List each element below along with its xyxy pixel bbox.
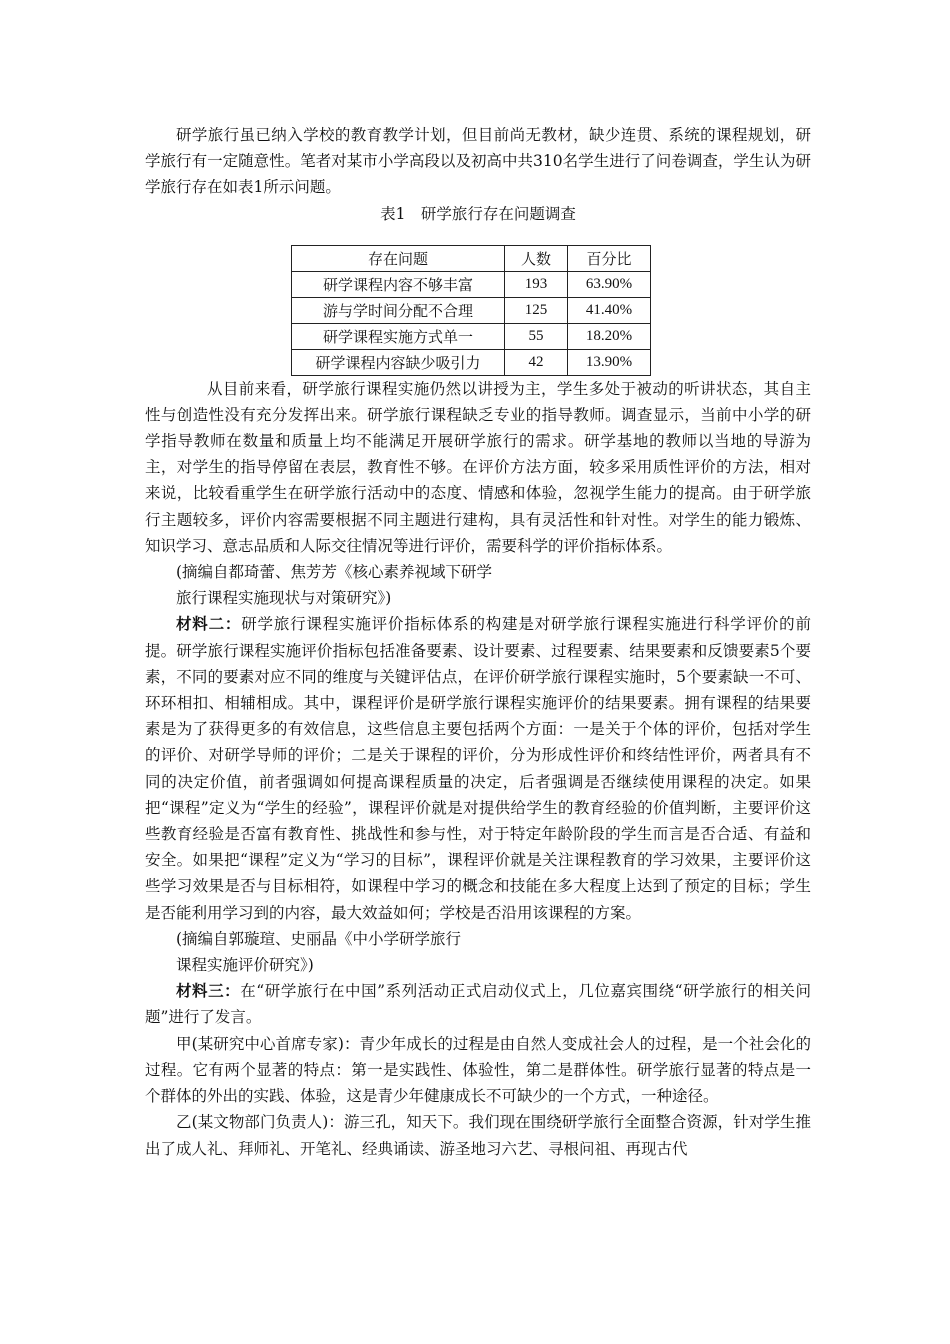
- table-cell: 193: [505, 271, 568, 297]
- header-cell: 百分比: [568, 245, 651, 271]
- source-citation-line: 旅行课程实施现状与对策研究》): [176, 589, 392, 608]
- survey-table: [291, 245, 651, 376]
- material-three-paragraph: [145, 978, 811, 1030]
- source-citation-line: (摘编自都琦蕾、焦芳芳《核心素养视域下研学: [176, 563, 493, 582]
- table-row: [292, 271, 651, 297]
- header-cell: 存在问题: [292, 245, 505, 271]
- table-cell: 研学课程内容不够丰富: [292, 271, 505, 297]
- material-three-text: 在“研学旅行在中国”系列活动正式启动仪式上，几位嘉宾围绕“研学旅行的相关问题”进行了发言。: [145, 982, 811, 1027]
- material-two-text: 研学旅行课程实施评价指标体系的构建是对研学旅行课程实施进行科学评价的前提。研学旅行课程实施评价指标包括准备要素、设计要素、过程要素、结果要素和反馈要素5个要素，不同的要素对应不同的维度与关键评估点，在评价研学旅行课程实施时，5个要素缺一不可、环环相扣、相辅相成。其中，课程评价是研学旅行课程实施评价的结果要素。拥有课程的结果要素是为了获得更多的有效信息，这些信息主要包括两个方面：一是关于个体的评价，包括对学生的评价、对研学导师的评价；二是关于课程的评价，分为形成性评价和终结性评价，两者具有不同的决定价值，前者强调如何提高课程质量的决定，后者强调是否继续使用课程的决定。如果把“课程”定义为“学生的经验”，课程评价就是对提供给学生的教育经验的价值判断，主要评价这些教育经验是否富有教育性、挑战性和参与性，对于特定年龄阶段的学生而言是否合适、有益和安全。如果把“课程”定义为“学习的目标”，课程评价就是关注课程教育的学习效果，主要评价这些学习效果是否与目标相符，如课程中学习的概念和技能在多大程度上达到了预定的目标；学生是否能利用学习到的内容，最大效益如何；学校是否沿用该课程的方案。: [145, 615, 811, 922]
- speaker-yi-paragraph: 乙(某文物部门负责人)：游三孔，知天下。我们现在围绕研学旅行全面整合资源，针对学生推出了成人礼、拜师礼、开笔礼、经典诵读、游圣地习六艺、寻根问祖、再现古代: [145, 1113, 811, 1158]
- table-cell: 研学课程内容缺少吸引力: [292, 349, 505, 375]
- table-cell: 游与学时间分配不合理: [292, 297, 505, 323]
- table-cell: 42: [505, 349, 568, 375]
- table-cell: 63.90%: [568, 271, 651, 297]
- material-two-paragraph: [145, 611, 811, 925]
- material-two-label: 材料二：: [176, 614, 242, 634]
- table-row: [292, 349, 651, 375]
- source-citation-line: (摘编自郭璇瑄、史丽晶《中小学研学旅行: [176, 929, 462, 948]
- table-row: [292, 323, 651, 349]
- speaker-jia-paragraph: 甲(某研究中心首席专家)：青少年成长的过程是由自然人变成社会人的过程，是一个社会化的过程。它有两个显著的特点：第一是实践性、体验性，第二是群体性。研学旅行显著的特点是一个群体的外出的实践、体验，这是青少年健康成长不可缺少的一个方式，一种途径。: [145, 1034, 811, 1106]
- header-cell: 人数: [505, 245, 568, 271]
- table-cell: 41.40%: [568, 297, 651, 323]
- table-caption: 表1 研学旅行存在问题调查: [380, 204, 576, 223]
- table-cell: 研学课程实施方式单一: [292, 323, 505, 349]
- source-citation-line: 课程实施评价研究》): [176, 956, 314, 975]
- material-three-label: 材料三：: [176, 981, 241, 1001]
- table-cell: 55: [505, 323, 568, 349]
- table-cell: 18.20%: [568, 323, 651, 349]
- intro-paragraph: 研学旅行虽已纳入学校的教育教学计划，但目前尚无教材，缺少连贯、系统的课程规划，研学旅行有一定随意性。笔者对某市小学高段以及初高中共310名学生进行了问卷调查，学生认为研学旅行存在如表1所示问题。: [145, 126, 811, 197]
- table-header-row: [292, 245, 651, 271]
- document-page: [145, 122, 811, 1162]
- table-cell: 125: [505, 297, 568, 323]
- table-row: [292, 297, 651, 323]
- analysis-paragraph: 从目前来看，研学旅行课程实施仍然以讲授为主，学生多处于被动的听讲状态，其自主性与创造性没有充分发挥出来。研学旅行课程缺乏专业的指导教师。调查显示，当前中小学的研学指导教师在数量和质量上均不能满足开展研学旅行的需求。研学基地的教师以当地的导游为主，对学生的指导停留在表层，教育性不够。在评价方法方面，较多采用质性评价的方法，相对来说，比较看重学生在研学旅行活动中的态度、情感和体验，忽视学生能力的提高。由于研学旅行主题较多，评价内容需要根据不同主题进行建构，具有灵活性和针对性。对学生的能力锻炼、知识学习、意志品质和人际交往情况等进行评价，需要科学的评价指标体系。: [145, 379, 811, 555]
- table-cell: 13.90%: [568, 349, 651, 375]
